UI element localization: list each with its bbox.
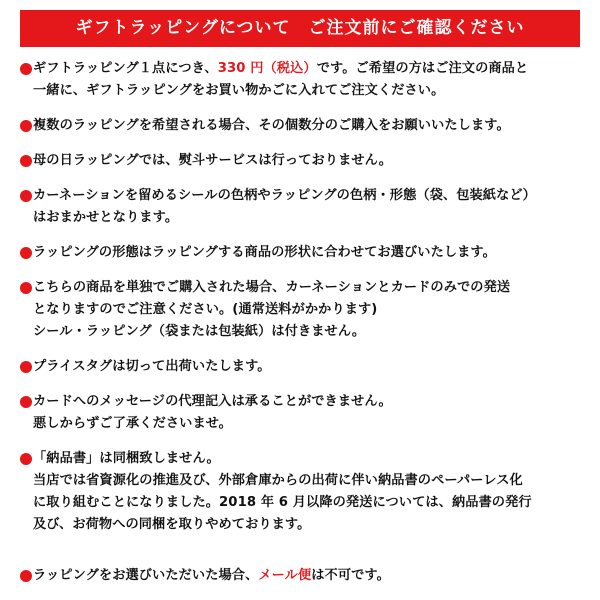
red-bullet-icon — [20, 120, 32, 132]
note-item — [20, 391, 585, 435]
note-text-segment: 当店では省資源化の推進及び、外部倉庫からの出荷に伴い納品書のペーパーレス化 — [33, 473, 523, 488]
note-line — [33, 299, 585, 321]
note-text-segment: ギフトラッピング１点につき、 — [33, 61, 218, 76]
note-item — [20, 150, 585, 172]
note-text-segment: ラッピングをお選びいただいた場合、 — [33, 568, 259, 583]
note-item — [20, 277, 585, 343]
note-text-segment: カーネーションを留めるシールの色柄やラッピングの色柄・形態（袋、包装紙など） — [33, 188, 536, 203]
note-text-segment: ラッピングの形態はラッピングする商品の形状に合わせてお選びいたします。 — [33, 245, 496, 260]
note-text-segment: 母の日ラッピングでは、熨斗サービスは行っておりません。 — [33, 153, 393, 168]
note-line — [33, 242, 585, 264]
note-line — [33, 356, 585, 378]
note-text-segment: シール・ラッピング（袋または包装紙）は付きません。 — [33, 324, 366, 339]
note-text-segment: 一緒に、ギフトラッピングをお買い物かごに入れてご注文ください。 — [33, 83, 445, 98]
note-item — [20, 448, 585, 536]
note-item — [20, 242, 585, 264]
note-text-segment: 及び、お荷物への同梱を取りやめております。 — [33, 517, 311, 532]
note-text — [33, 448, 585, 536]
note-item — [20, 565, 585, 587]
red-bullet-icon — [20, 155, 32, 167]
note-text — [33, 356, 585, 378]
page-title: ギフトラッピングについて ご注文前にご確認ください — [20, 10, 580, 47]
note-item — [20, 58, 585, 102]
red-bullet-icon — [20, 453, 32, 465]
note-text-segment: 悪しからずご了承くださいませ。 — [33, 416, 232, 431]
note-line — [33, 58, 585, 80]
note-text-segment: です。ご希望の方はご注文の商品と — [316, 61, 529, 76]
note-line — [33, 80, 585, 102]
note-line — [33, 448, 585, 470]
note-item — [20, 356, 585, 378]
note-text-segment: 「納品書」は同梱致しません。 — [33, 451, 220, 466]
note-text-segment: となりますのでご注意ください。(通常送料がかかります) — [33, 302, 378, 317]
note-text — [33, 185, 585, 229]
note-text — [33, 391, 585, 435]
note-line — [33, 470, 585, 492]
highlight-text: メール便 — [258, 568, 312, 583]
note-text-segment: に取り組むことになりました。2018 年 6 月以降の発送については、納品書の発行 — [33, 495, 532, 510]
red-bullet-icon — [20, 63, 32, 75]
note-text — [33, 58, 585, 102]
note-text — [33, 565, 585, 587]
highlight-text: 330 円（税込） — [217, 61, 317, 76]
red-bullet-icon — [20, 190, 32, 202]
note-text-segment: こちらの商品を単独でご購入された場合、カーネーションとカードのみでの発送 — [33, 280, 511, 295]
note-text-segment: プライスタグは切って出荷いたします。 — [33, 359, 271, 374]
note-line — [33, 150, 585, 172]
note-line — [33, 413, 585, 435]
red-bullet-icon — [20, 396, 32, 408]
note-text-segment: 複数のラッピングを希望される場合、その個数分のご購入をお願いいたします。 — [33, 118, 510, 133]
note-line — [33, 321, 585, 343]
note-line — [33, 492, 585, 514]
note-text-segment: カードへのメッセージの代理記入は承ることができません。 — [33, 394, 392, 409]
note-text — [33, 242, 585, 264]
note-text-segment: はおまかせとなります。 — [33, 210, 179, 225]
note-line — [33, 115, 585, 137]
note-line — [33, 391, 585, 413]
note-line — [33, 565, 585, 587]
red-bullet-icon — [20, 247, 32, 259]
note-item — [20, 185, 585, 229]
note-line — [33, 207, 585, 229]
note-text — [33, 115, 585, 137]
note-text — [33, 150, 585, 172]
red-bullet-icon — [20, 570, 32, 582]
note-item — [20, 115, 585, 137]
red-bullet-icon — [20, 361, 32, 373]
note-line — [33, 185, 585, 207]
note-text — [33, 277, 585, 343]
red-bullet-icon — [20, 282, 32, 294]
note-line — [33, 277, 585, 299]
note-line — [33, 514, 585, 536]
note-text-segment: は不可です。 — [311, 568, 390, 583]
notes-list — [20, 58, 585, 600]
